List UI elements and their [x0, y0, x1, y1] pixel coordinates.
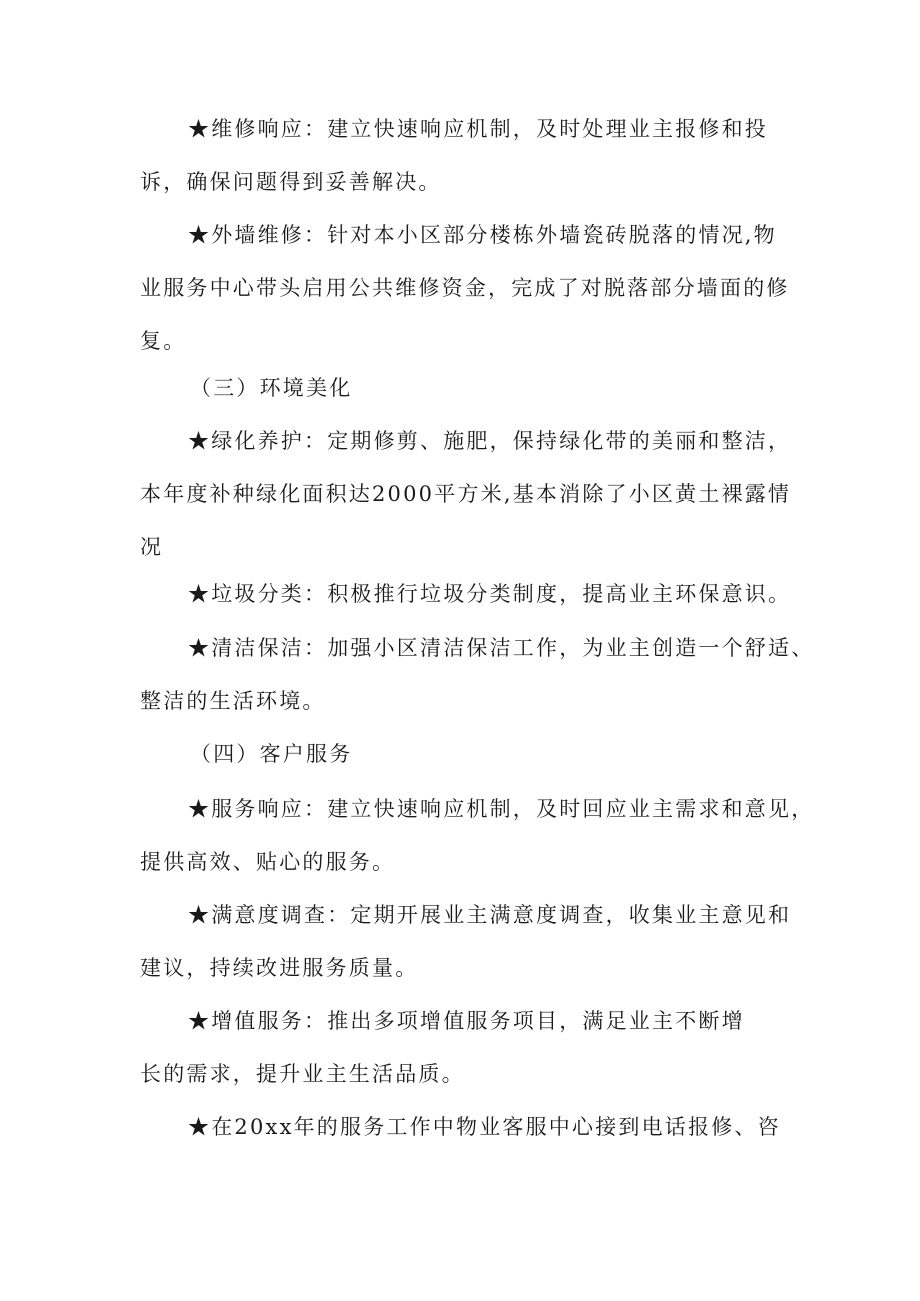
- paragraph-line: ★在20xx年的服务工作中物业客服中心接到电话报修、咨: [188, 1115, 781, 1139]
- paragraph-line: 复。: [140, 329, 187, 353]
- paragraph-line: 建议，持续改进服务质量。: [140, 956, 419, 980]
- paragraph-line: 提供高效、贴心的服务。: [140, 850, 396, 874]
- paragraph-exterior-wall-repair: [140, 209, 810, 368]
- paragraph-line: ★服务响应：建立快速响应机制，及时回应业主需求和意见，: [188, 797, 815, 821]
- paragraph-cleaning: [140, 622, 815, 728]
- paragraph-garbage-sorting: [140, 568, 810, 621]
- paragraph-line: 诉，确保问题得到妥善解决。: [140, 170, 442, 194]
- paragraph-line: ★满意度调查：定期开展业主满意度调查，收集业主意见和: [188, 903, 792, 927]
- paragraph-line: 况: [140, 535, 164, 559]
- paragraph-line: 长的需求，提升业主生活品质。: [140, 1062, 465, 1086]
- section-heading-environment: （三）环境美化: [190, 376, 353, 400]
- paragraph-greening-maintenance: [140, 415, 810, 574]
- paragraph-satisfaction-survey: [140, 889, 810, 995]
- paragraph-maintenance-response: [140, 103, 810, 209]
- paragraph-line: ★绿化养护：定期修剪、施肥，保持绿化带的美丽和整洁，: [188, 429, 792, 453]
- paragraph-line: 业服务中心带头启用公共维修资金，完成了对脱落部分墙面的修: [140, 276, 790, 300]
- section-heading-customer-service: （四）客户服务: [190, 742, 353, 766]
- paragraph-line: ★垃圾分类：积极推行垃圾分类制度，提高业主环保意识。: [188, 582, 792, 606]
- paragraph-line: ★清洁保洁：加强小区清洁保洁工作，为业主创造一个舒适、: [188, 636, 815, 660]
- paragraph-service-statistics: [140, 1101, 810, 1154]
- paragraph-value-added-service: [140, 995, 810, 1101]
- paragraph-line: ★增值服务：推出多项增值服务项目，满足业主不断增: [188, 1009, 745, 1033]
- paragraph-line: 本年度补种绿化面积达2000平方米,基本消除了小区黄土裸露情: [140, 482, 792, 506]
- paragraph-line: 整洁的生活环境。: [140, 689, 326, 713]
- paragraph-line: ★维修响应：建立快速响应机制，及时处理业主报修和投: [188, 117, 768, 141]
- paragraph-service-response: [140, 783, 815, 889]
- paragraph-line: ★外墙维修：针对本小区部分楼栋外墙瓷砖脱落的情况,物: [188, 223, 777, 247]
